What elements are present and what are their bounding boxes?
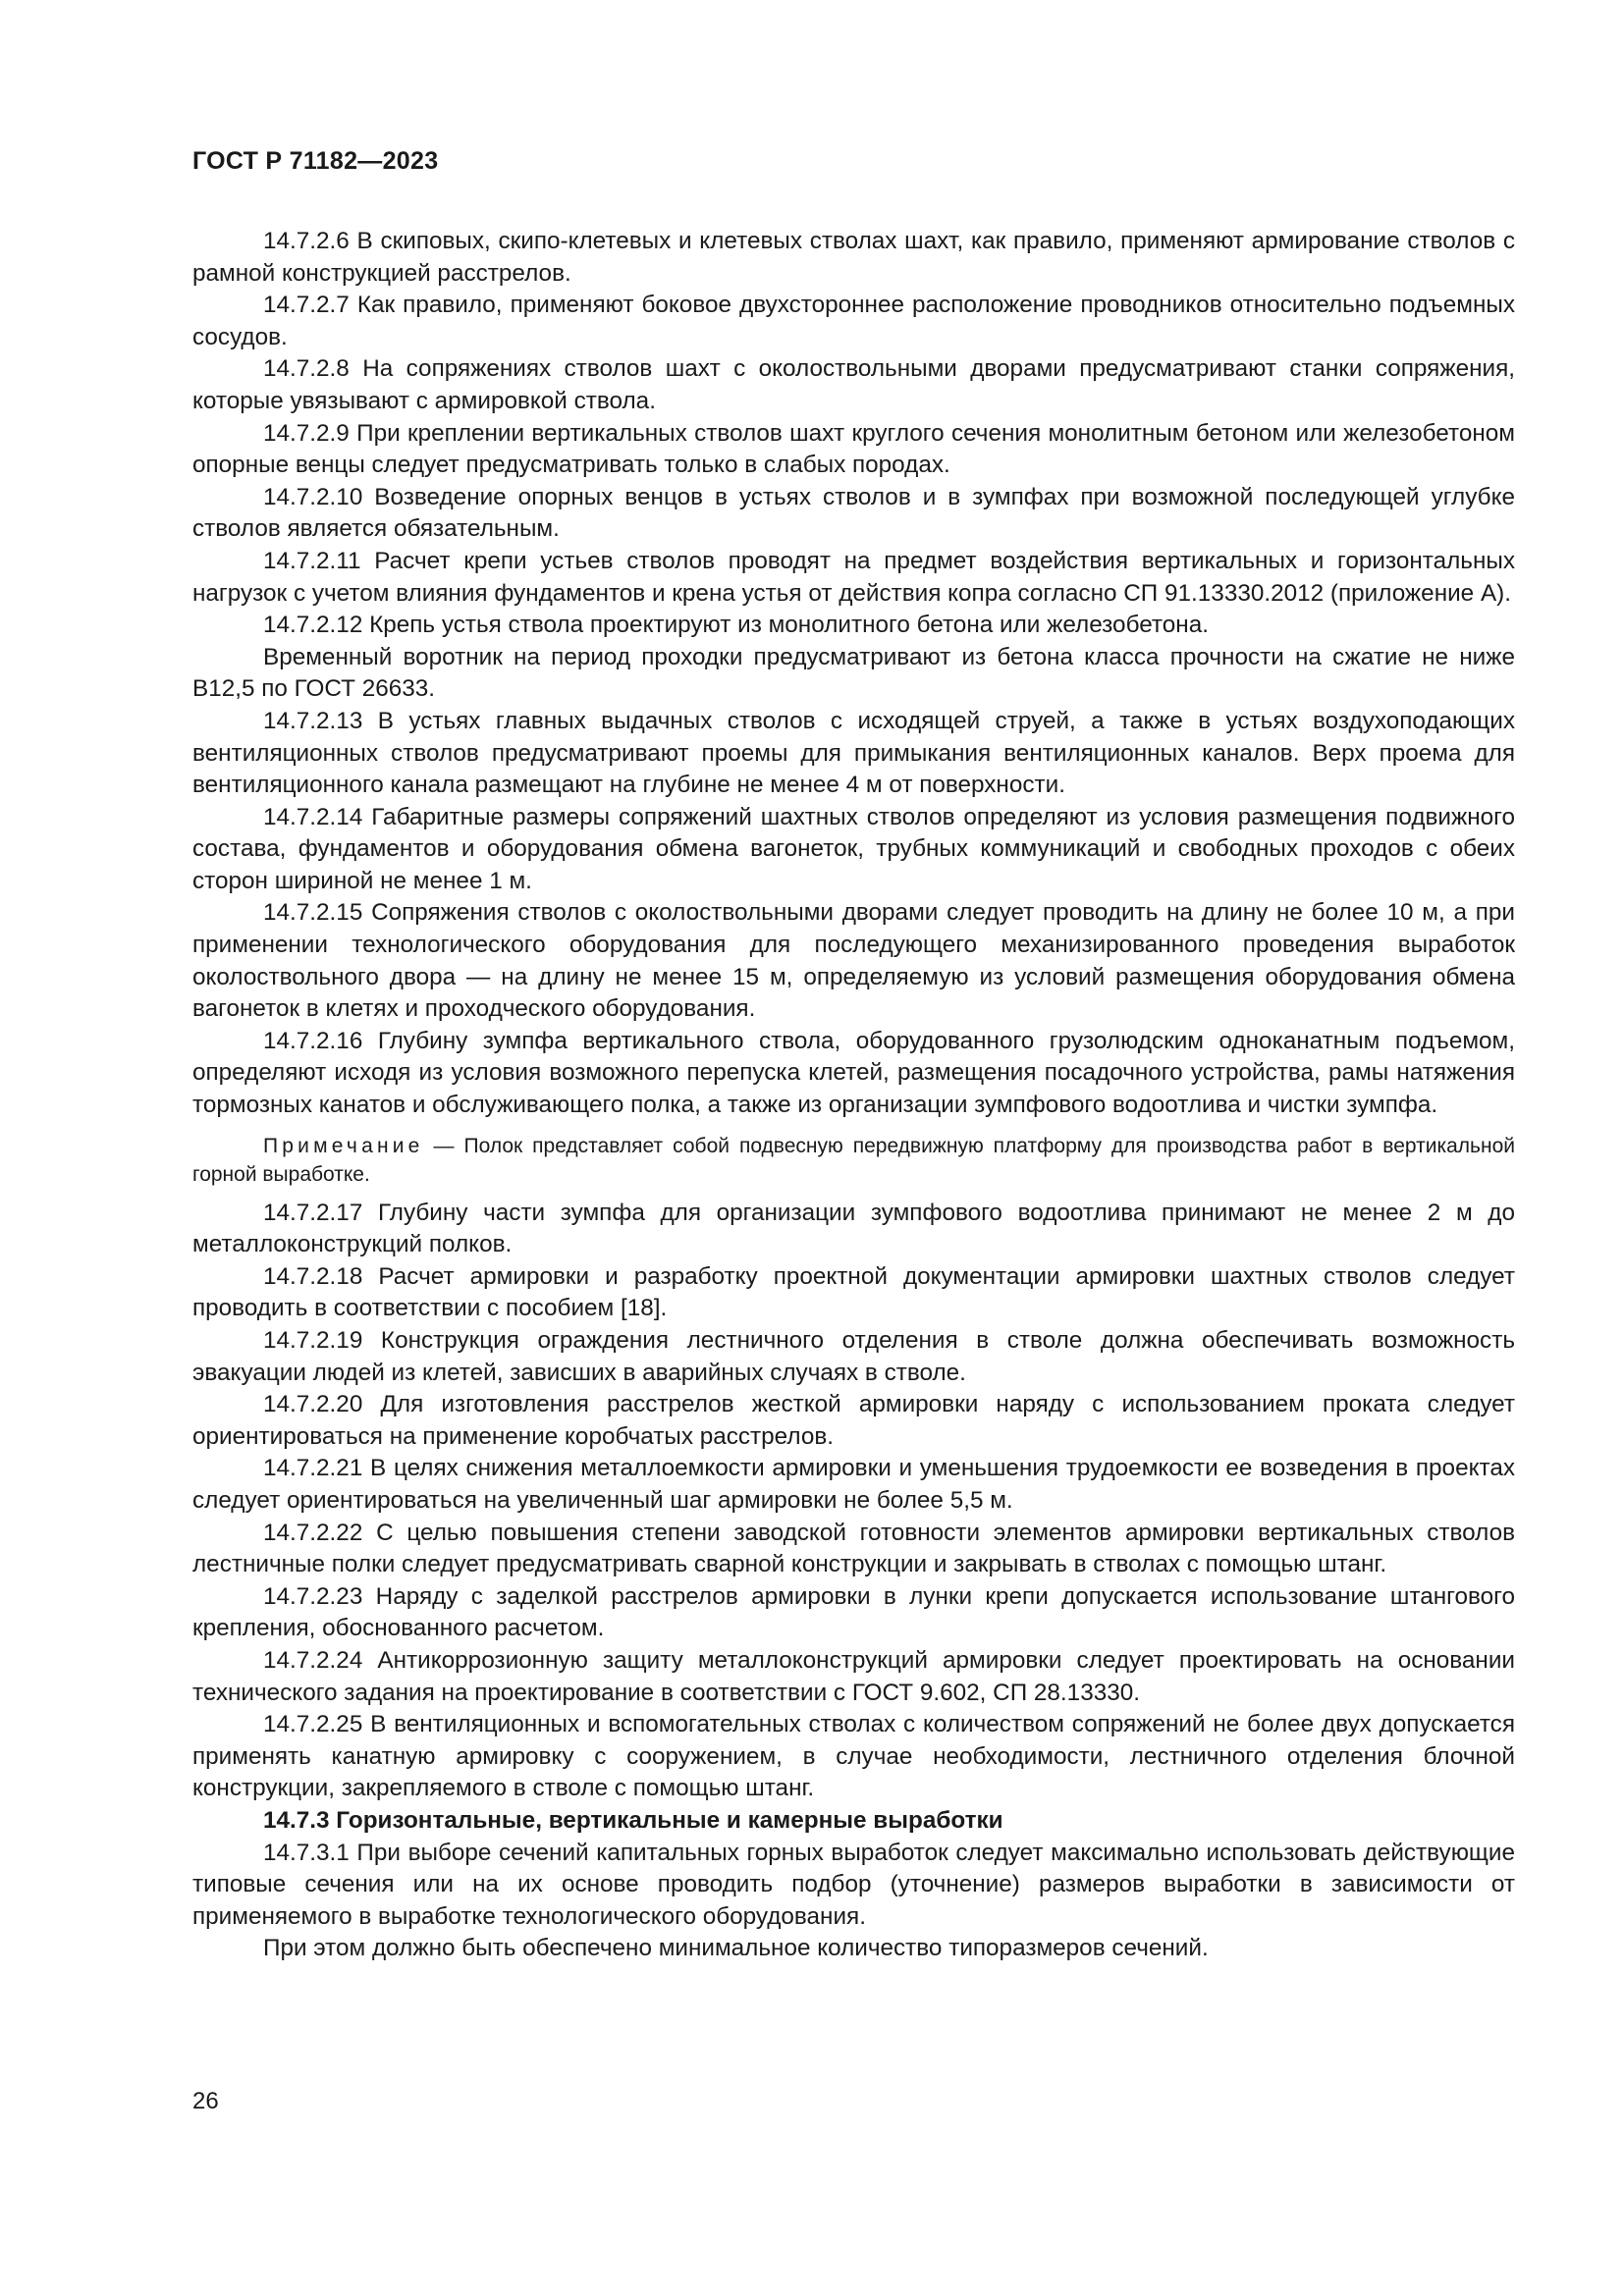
document-body xyxy=(192,226,1515,1965)
paragraph-14-7-2-18: 14.7.2.18 Расчет армировки и разработку проектной документации армировки шахтных стволов следует проводить в соответствии с пособием [18]. xyxy=(192,1262,1515,1322)
paragraph-14-7-2-19: 14.7.2.19 Конструкция ограждения лестничного отделения в стволе должна обеспечивать возможность эвакуации людей из клетей, зависших в аварийных случаях в стволе. xyxy=(192,1327,1515,1386)
note xyxy=(192,1132,1515,1189)
paragraph-14-7-2-23: 14.7.2.23 Наряду с заделкой расстрелов армировки в лунки крепи допускается использование штангового крепления, обоснованного расчетом. xyxy=(192,1582,1515,1642)
paragraph-14-7-2-6: 14.7.2.6 В скиповых, скипо-клетевых и клетевых стволах шахт, как правило, применяют армирование стволов с рамной конструкцией расстрелов. xyxy=(192,228,1515,287)
note-label: Примечание xyxy=(263,1134,424,1157)
paragraph-min-sizes: При этом должно быть обеспечено минимальное количество типоразмеров сечений. xyxy=(263,1935,1209,1962)
paragraph-14-7-2-11: 14.7.2.11 Расчет крепи устьев стволов проводят на предмет воздействия вертикальных и горизонтальных нагрузок с учетом влияния фундаментов и крена устья от действия копра согласно СП 91.13330.2012 (приложение А). xyxy=(192,547,1515,607)
paragraph-14-7-2-13: 14.7.2.13 В устьях главных выдачных стволов с исходящей струей, а также в устьях воздухоподающих вентиляционных стволов предусматривают проемы для примыкания вентиляционных каналов. Верх проема для вентиляционного канала размещают на глубине не менее 4 м от поверхности. xyxy=(192,707,1515,799)
paragraph-14-7-2-10: 14.7.2.10 Возведение опорных венцов в устьях стволов и в зумпфах при возможной последующей углубке стволов является обязательным. xyxy=(192,483,1515,543)
document-header: ГОСТ Р 71182—2023 xyxy=(192,147,439,175)
paragraph-14-7-2-22: 14.7.2.22 С целью повышения степени заводской готовности элементов армировки вертикальных стволов лестничные полки следует предусматривать сварной конструкции и закрывать в стволах с помощью штанг. xyxy=(192,1519,1515,1578)
paragraph-14-7-2-14: 14.7.2.14 Габаритные размеры сопряжений шахтных стволов определяют из условия размещения подвижного состава, фундаментов и оборудования обмена вагонеток, трубных коммуникаций и свободных проходов с обеих сторон шириной не менее 1 м. xyxy=(192,803,1515,894)
paragraph-14-7-2-17: 14.7.2.17 Глубину части зумпфа для организации зумпфового водоотлива принимают не менее 2 м до металлоконструкций полков. xyxy=(192,1199,1515,1258)
paragraph-temporary-collar: Временный воротник на период проходки предусматривают из бетона класса прочности на сжатие не ниже В12,5 по ГОСТ 26633. xyxy=(192,643,1515,703)
page-number: 26 xyxy=(192,2088,219,2114)
paragraph-14-7-2-25: 14.7.2.25 В вентиляционных и вспомогательных стволах с количеством сопряжений не более двух допускается применять канатную армировку с сооружением, в случае необходимости, лестничного отделения блочной конструкции, закрепляемого в стволе с помощью штанг. xyxy=(192,1711,1515,1802)
paragraph-14-7-2-21: 14.7.2.21 В целях снижения металлоемкости армировки и уменьшения трудоемкости ее возведения в проектах следует ориентироваться на увеличенный шаг армировки не более 5,5 м. xyxy=(192,1455,1515,1514)
paragraph-14-7-3-1: 14.7.3.1 При выборе сечений капитальных горных выработок следует максимально использовать действующие типовые сечения или на их основе проводить подбор (уточнение) размеров выработки в зависимости от применяемого в выработке технологического оборудования. xyxy=(192,1839,1515,1930)
note-text: — Полок представляет собой подвесную передвижную платформу для производства работ в вертикальной горной выработке. xyxy=(192,1134,1515,1186)
paragraph-14-7-2-20: 14.7.2.20 Для изготовления расстрелов жесткой армировки наряду с использованием проката следует ориентироваться на применение коробчатых расстрелов. xyxy=(192,1391,1515,1450)
paragraph-14-7-2-8: 14.7.2.8 На сопряжениях стволов шахт с околоствольными дворами предусматривают станки сопряжения, которые увязывают с армировкой ствола. xyxy=(192,355,1515,414)
paragraph-14-7-2-9: 14.7.2.9 При креплении вертикальных стволов шахт круглого сечения монолитным бетоном или железобетоном опорные венцы следует предусматривать только в слабых породах. xyxy=(192,419,1515,479)
paragraph-14-7-2-24: 14.7.2.24 Антикоррозионную защиту металлоконструкций армировки следует проектировать на основании технического задания на проектирование в соответствии с ГОСТ 9.602, СП 28.13330. xyxy=(192,1646,1515,1706)
paragraph-14-7-2-15: 14.7.2.15 Сопряжения стволов с околоствольными дворами следует проводить на длину не более 10 м, а при применении технологического оборудования для последующего механизированного проведения выработок околоствольного двора — на длину не менее 15 м, определяемую из условий размещения оборудования обмена вагонеток в клетях и проходческого оборудования. xyxy=(192,899,1515,1023)
section-heading-14-7-3: 14.7.3 Горизонтальные, вертикальные и камерные выработки xyxy=(263,1806,1003,1834)
paragraph-14-7-2-16: 14.7.2.16 Глубину зумпфа вертикального ствола, оборудованного грузолюдским одноканатным подъемом, определяют исходя из условия возможного перепуска клетей, размещения посадочного устройства, рамы натяжения тормозных канатов и обслуживающего полка, а также из организации зумпфового водоотлива и чистки зумпфа. xyxy=(192,1027,1515,1119)
paragraph-14-7-2-12: 14.7.2.12 Крепь устья ствола проектируют из монолитного бетона или железобетона. xyxy=(263,612,1209,639)
paragraph-14-7-2-7: 14.7.2.7 Как правило, применяют боковое двухстороннее расположение проводников относительно подъемных сосудов. xyxy=(192,292,1515,350)
